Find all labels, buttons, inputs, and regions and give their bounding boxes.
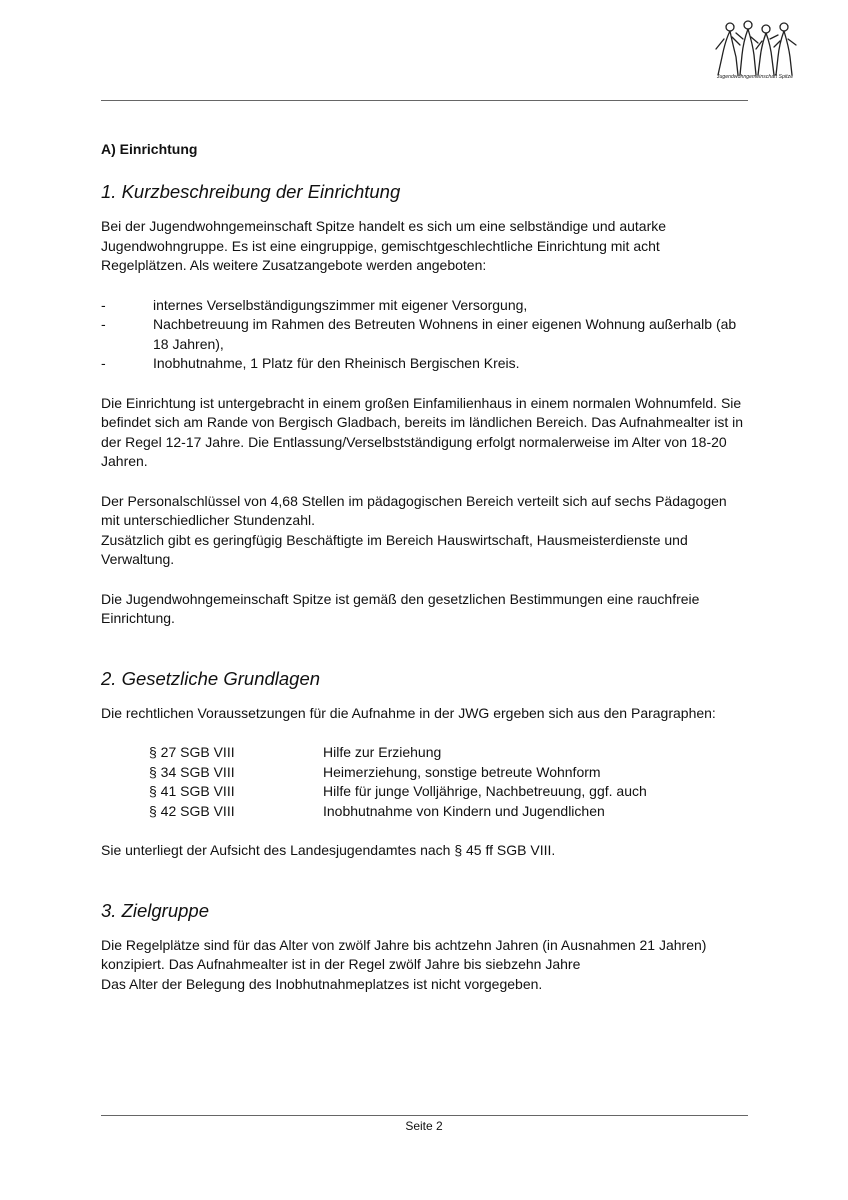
section-label: A) Einrichtung <box>101 141 198 157</box>
intro-line: Regelplätzen. Als weitere Zusatzangebote werden angeboten: <box>101 257 487 273</box>
law-ref: § 34 SGB VIII <box>149 763 235 780</box>
table-row <box>149 743 647 763</box>
header-divider <box>101 100 748 101</box>
law-desc: Heimerziehung, sonstige betreute Wohnform <box>323 763 601 780</box>
law-ref: § 42 SGB VIII <box>149 802 235 819</box>
staff-line: mit unterschiedlicher Stundenzahl. <box>101 512 316 528</box>
staff-line: Zusätzlich gibt es geringfügig Beschäftigte im Bereich Hauswirtschaft, Hausmeisterdienste und <box>101 531 688 548</box>
location-line: Die Einrichtung ist untergebracht in einem großen Einfamilienhaus in einem normalen Wohnumfeld. Sie <box>101 394 742 411</box>
location-line: befindet sich am Rande von Bergisch Gladbach, bereits im ländlichen Bereich. Das Aufnahmealter ist in <box>101 414 744 430</box>
section-heading-grundlagen: 2. Gesetzliche Grundlagen <box>101 667 321 689</box>
location-line: der Regel 12-17 Jahre. Die Entlassung/Verselbstständigung erfolgt normalerweise im Alter von 18-20 <box>101 433 727 450</box>
table-row <box>149 763 647 783</box>
smoke-line: Die Jugendwohngemeinschaft Spitze ist gemäß den gesetzlichen Bestimmungen eine rauchfreie <box>101 590 700 607</box>
table-row <box>149 802 647 822</box>
target-line: konzipiert. Das Aufnahmealter ist in der Regel zwölf Jahre bis siebzehn Jahre <box>101 956 581 972</box>
law-desc: Hilfe für junge Volljährige, Nachbetreuung, ggf. auch <box>323 783 647 799</box>
laws-intro: Die rechtlichen Voraussetzungen für die Aufnahme in der JWG ergeben sich aus den Paragraphen: <box>101 704 716 721</box>
supervision-line: Sie unterliegt der Aufsicht des Landesjugendamtes nach § 45 ff SGB VIII. <box>101 842 556 858</box>
intro-line: Jugendwohngruppe. Es ist eine eingruppige, gemischtgeschlechtliche Einrichtung mit acht <box>101 237 660 254</box>
intro-line: Bei der Jugendwohngemeinschaft Spitze handelt es sich um eine selbständige und autarke <box>101 218 667 234</box>
law-ref: § 27 SGB VIII <box>149 744 235 760</box>
list-item: - Inobhutnahme, 1 Platz für den Rheinisch Bergischen Kreis. <box>101 355 520 371</box>
staff-line: Der Personalschlüssel von 4,68 Stellen im pädagogischen Bereich verteilt sich auf sechs Pädagogen <box>101 492 727 509</box>
offer-list <box>101 296 751 374</box>
section-heading-zielgruppe: 3. Zielgruppe <box>101 899 209 921</box>
law-desc: Inobhutnahme von Kindern und Jugendlichen <box>323 802 605 819</box>
target-line: Das Alter der Belegung des Inobhutnahmeplatzes ist nicht vorgegeben. <box>101 975 543 992</box>
page-number: Seite 2 <box>405 1119 443 1133</box>
document-body <box>101 140 751 994</box>
table-row <box>149 782 647 802</box>
logo-caption: Jugendwohngemeinschaft Spitze <box>716 74 794 80</box>
target-line: Die Regelplätze sind für das Alter von zwölf Jahre bis achtzehn Jahren (in Ausnahmen 21 Jahren) <box>101 936 707 953</box>
location-line: Jahren. <box>101 453 148 469</box>
law-ref: § 41 SGB VIII <box>149 783 235 799</box>
smoke-line: Einrichtung. <box>101 610 175 626</box>
staff-line: Verwaltung. <box>101 551 175 567</box>
list-item: - Nachbetreuung im Rahmen des Betreuten Wohnens in einer eigenen Wohnung außerhalb (ab 18 Jahren), <box>101 316 737 352</box>
section-heading-kurzbeschreibung: 1. Kurzbeschreibung der Einrichtung <box>101 181 401 202</box>
laws-table <box>149 743 647 821</box>
footer-divider <box>101 1115 748 1116</box>
law-desc: Hilfe zur Erziehung <box>323 744 442 760</box>
list-item: - internes Verselbständigungszimmer mit eigener Versorgung, <box>101 296 528 313</box>
